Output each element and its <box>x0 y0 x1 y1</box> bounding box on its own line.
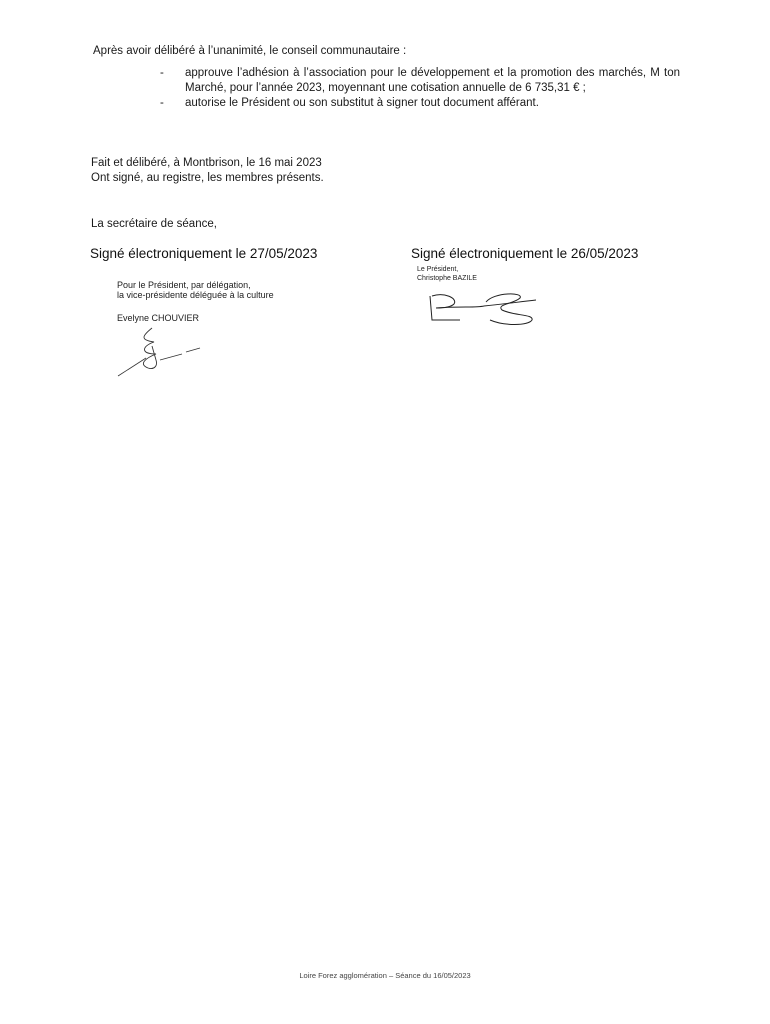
decision-list <box>160 66 680 111</box>
handwritten-signature-right <box>424 290 544 328</box>
delegation-line2: la vice-présidente déléguée à la culture <box>117 290 274 300</box>
signatory-name-left: Evelyne CHOUVIER <box>117 313 200 323</box>
decision-item-approve <box>160 66 680 96</box>
delegation-line1: Pour le Président, par délégation, <box>117 280 251 290</box>
decision-text: autorise le Président ou son substitut à signer tout document afférant. <box>185 97 539 109</box>
list-dash: - <box>160 67 164 79</box>
register-line: Ont signé, au registre, les membres présents. <box>91 172 324 184</box>
decision-text: approuve l’adhésion à l’association pour le développement et la promotion des marchés, M ton Marché, pour l’année 2023, moyennant une cotisation annuelle de 6 735,31 € ; <box>185 67 680 94</box>
fait-line: Fait et délibéré, à Montbrison, le 16 mai 2023 <box>91 157 322 169</box>
handwritten-signature-left <box>112 324 204 380</box>
page-footer: Loire Forez agglomération – Séance du 16/05/2023 <box>299 971 471 980</box>
deliberation-intro: Après avoir délibéré à l’unanimité, le conseil communautaire : <box>93 45 407 57</box>
decision-item-authorize <box>160 96 680 111</box>
list-dash: - <box>160 97 164 109</box>
president-title: Le Président, <box>417 266 459 273</box>
signatory-name-right: Christophe BAZILE <box>417 275 477 282</box>
place-date-block <box>91 156 491 186</box>
president-block <box>417 265 477 283</box>
right-signature-stamp: Signé électroniquement le 26/05/2023 <box>411 246 639 261</box>
secretary-label: La secrétaire de séance, <box>91 218 217 230</box>
delegation-block <box>117 280 274 300</box>
left-signature-stamp: Signé électroniquement le 27/05/2023 <box>90 246 318 261</box>
